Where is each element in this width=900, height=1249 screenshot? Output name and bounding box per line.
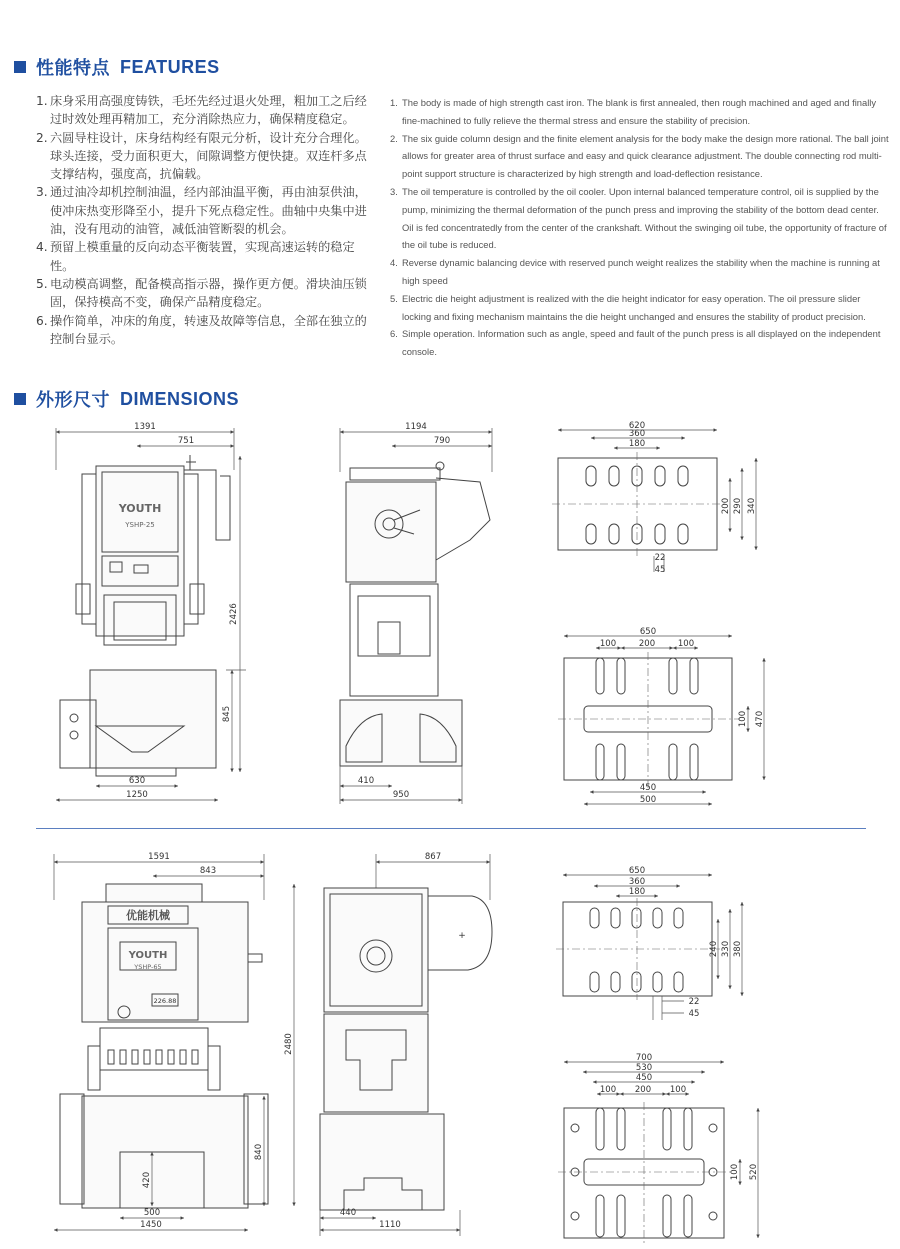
m2-front-height: 2480 xyxy=(284,1033,294,1055)
m2-front-width-top: 1591 xyxy=(148,852,170,862)
m2-front-base-inner: 500 xyxy=(143,1208,161,1218)
m2-front-bed-height: 840 xyxy=(254,1143,264,1161)
m2-nameplate: 优能机械 xyxy=(126,909,170,922)
m1-bolster-h470: 470 xyxy=(755,710,765,728)
m1-slide-h200: 200 xyxy=(721,497,731,515)
dimensions-heading-cn: 外形尺寸 xyxy=(36,390,110,410)
dimensions-heading-en: DIMENSIONS xyxy=(120,388,240,409)
m1-side-base-front: 410 xyxy=(357,776,375,786)
feature-en-item: 1. The body is made of high strength cast iron. The blank is first annealed, then rough machined and aged and finally fine-machined to fully relieve the thermal stress and ensure the stability of precision. xyxy=(390,97,877,126)
m1-bolster-w500: 500 xyxy=(639,795,657,805)
feature-cn-item: 6. 操作简单，冲床的角度，转速及故障等信息，全部在独立的控制台显示。 xyxy=(36,313,367,346)
m2-bolster-w200: 200 xyxy=(634,1085,652,1095)
m1-front-base-width: 1250 xyxy=(126,790,148,800)
machine2-side-view xyxy=(320,852,492,1236)
machine2-front-view xyxy=(54,852,294,1230)
m1-front-base-inner: 630 xyxy=(128,776,146,786)
m2-slide-s45: 45 xyxy=(688,1009,700,1019)
m1-side-width-center: 790 xyxy=(433,436,451,446)
m1-bolster-w100a: 100 xyxy=(599,639,617,649)
m2-bolster-w100b: 100 xyxy=(669,1085,687,1095)
m1-bolster-w650: 650 xyxy=(639,627,657,637)
m2-bolster-w450: 450 xyxy=(635,1073,653,1083)
m1-slide-s22: 22 xyxy=(654,553,666,563)
features-heading-en: FEATURES xyxy=(120,56,220,77)
m2-slide-slots xyxy=(590,908,683,992)
m2-slide-h330: 330 xyxy=(721,940,731,958)
m1-bolster-w200: 200 xyxy=(638,639,656,649)
machine1-bolster xyxy=(558,627,765,805)
machine2-slide-plate xyxy=(556,866,743,1020)
feature-cn-item: 2. 六圆导柱设计，床身结构经有限元分析，设计充分合理化。球头连接，受力面积更大，间隙调整方便快捷。双连杆多点支撑结构，强度高，抗偏载。 xyxy=(36,130,367,182)
m1-front-width-center: 751 xyxy=(177,436,195,446)
features-heading-cn: 性能特点 xyxy=(36,58,110,78)
m1-slide-w620: 620 xyxy=(628,421,646,431)
m1-model: YSHP-25 xyxy=(125,521,155,529)
m1-front-width-top: 1391 xyxy=(134,422,156,432)
m2-slide-w180: 180 xyxy=(628,887,646,897)
m1-front-bed-height: 845 xyxy=(222,705,232,723)
m2-bolster-w530: 530 xyxy=(635,1063,653,1073)
m2-side-base-front: 440 xyxy=(339,1208,357,1218)
feature-en-item: 5. Electric die height adjustment is realized with the die height indicator for easy operation. The oil pressure slider locking and fixing mechanism maintains the die height unchanged and ensures the stability of product precision. xyxy=(390,292,866,322)
m2-slide-h380: 380 xyxy=(733,940,743,958)
m2-side-width-center: 867 xyxy=(424,852,442,862)
m1-slide-w180: 180 xyxy=(628,439,646,449)
m2-model: YSHP-65 xyxy=(134,963,162,971)
machine1-front-view xyxy=(56,422,246,800)
feature-cn-item: 1. 床身采用高强度铸铁，毛坯先经过退火处理，粗加工之后经过时效处理再精加工，充分消除热应力，确保精度稳定。 xyxy=(36,94,367,127)
m2-bolster-h100: 100 xyxy=(730,1163,740,1181)
m2-side-base-width: 1110 xyxy=(379,1220,401,1230)
m1-side-width-top: 1194 xyxy=(405,422,427,432)
feature-cn-item: 4. 预留上模重量的反向动态平衡装置，实现高速运转的稳定性。 xyxy=(36,240,355,273)
m2-brand: YOUTH xyxy=(128,950,168,961)
m1-slide-h290: 290 xyxy=(733,497,743,515)
m2-front-base-width: 1450 xyxy=(140,1220,162,1230)
m2-slide-s22: 22 xyxy=(688,997,700,1007)
feature-en-item: 6. Simple operation. Information such as angle, speed and fault of the punch press is all displayed on the independent console. xyxy=(390,328,881,358)
machine1-slide-plate xyxy=(552,421,757,575)
machine1-side-view xyxy=(340,422,492,804)
m1-bolster-w100b: 100 xyxy=(677,639,695,649)
feature-cn-item: 5. 电动模高调整，配备模高指示器，操作更方便。滑块油压锁固，保持模高不变，确保产品精度稳定。 xyxy=(36,276,367,310)
feature-en-item: 2. The six guide column design and the finite element analysis for the body make the design more rational. The ball joint allows for greater area of thrust surface and easy and quick clearance adjustment. The double connecting rod multi-point support structure is characterized by high strength and load-deflection resistance. xyxy=(390,132,889,180)
m2-slide-h240: 240 xyxy=(709,940,719,958)
m2-front-ribs xyxy=(108,1050,198,1064)
m2-display: 226.88 xyxy=(153,997,177,1005)
m1-brand: YOUTH xyxy=(118,502,162,515)
m2-slide-w360: 360 xyxy=(628,877,646,887)
m2-front-width-center: 843 xyxy=(199,866,217,876)
m2-slide-w650: 650 xyxy=(628,866,646,876)
feature-cn-item: 3. 通过油冷却机控制油温，经内部油温平衡，再由油泵供油，使冲床热变形降至小，提升下死点稳定性。曲轴中央集中进油，没有甩动的油管，减低油管断裂的机会。 xyxy=(36,185,367,237)
m1-slide-w360: 360 xyxy=(628,429,646,439)
m2-bolster-h520: 520 xyxy=(749,1163,759,1181)
m2-bolster-w100a: 100 xyxy=(599,1085,617,1095)
m1-front-height: 2426 xyxy=(229,603,239,625)
machine2-bolster xyxy=(558,1053,759,1244)
feature-en-item: 3. The oil temperature is controlled by the oil cooler. Upon internal balanced temperature control, oil is supplied by the pump, minimizing the thermal deformation of the punch press and improving the stability of the bottom dead center. Oil is fed concentratedly from the center of the crankshaft. Without the swinging oil tube, the opportunity of fracture of the oil tube is reduced. xyxy=(390,185,887,251)
feature-en-item: 4. Reverse dynamic balancing device with reserved punch weight realizes the stability when the machine is running at high speed xyxy=(390,257,880,286)
m1-slide-s45: 45 xyxy=(654,565,666,575)
m2-bolster-w700: 700 xyxy=(635,1053,653,1063)
m1-bolster-h100: 100 xyxy=(738,710,748,728)
m2-side-flywheel-mark: + xyxy=(458,931,466,941)
m1-bolster-w450: 450 xyxy=(639,783,657,793)
m1-slide-h340: 340 xyxy=(747,497,757,515)
m2-front-base-h: 420 xyxy=(142,1171,152,1189)
m1-side-base-width: 950 xyxy=(392,790,410,800)
